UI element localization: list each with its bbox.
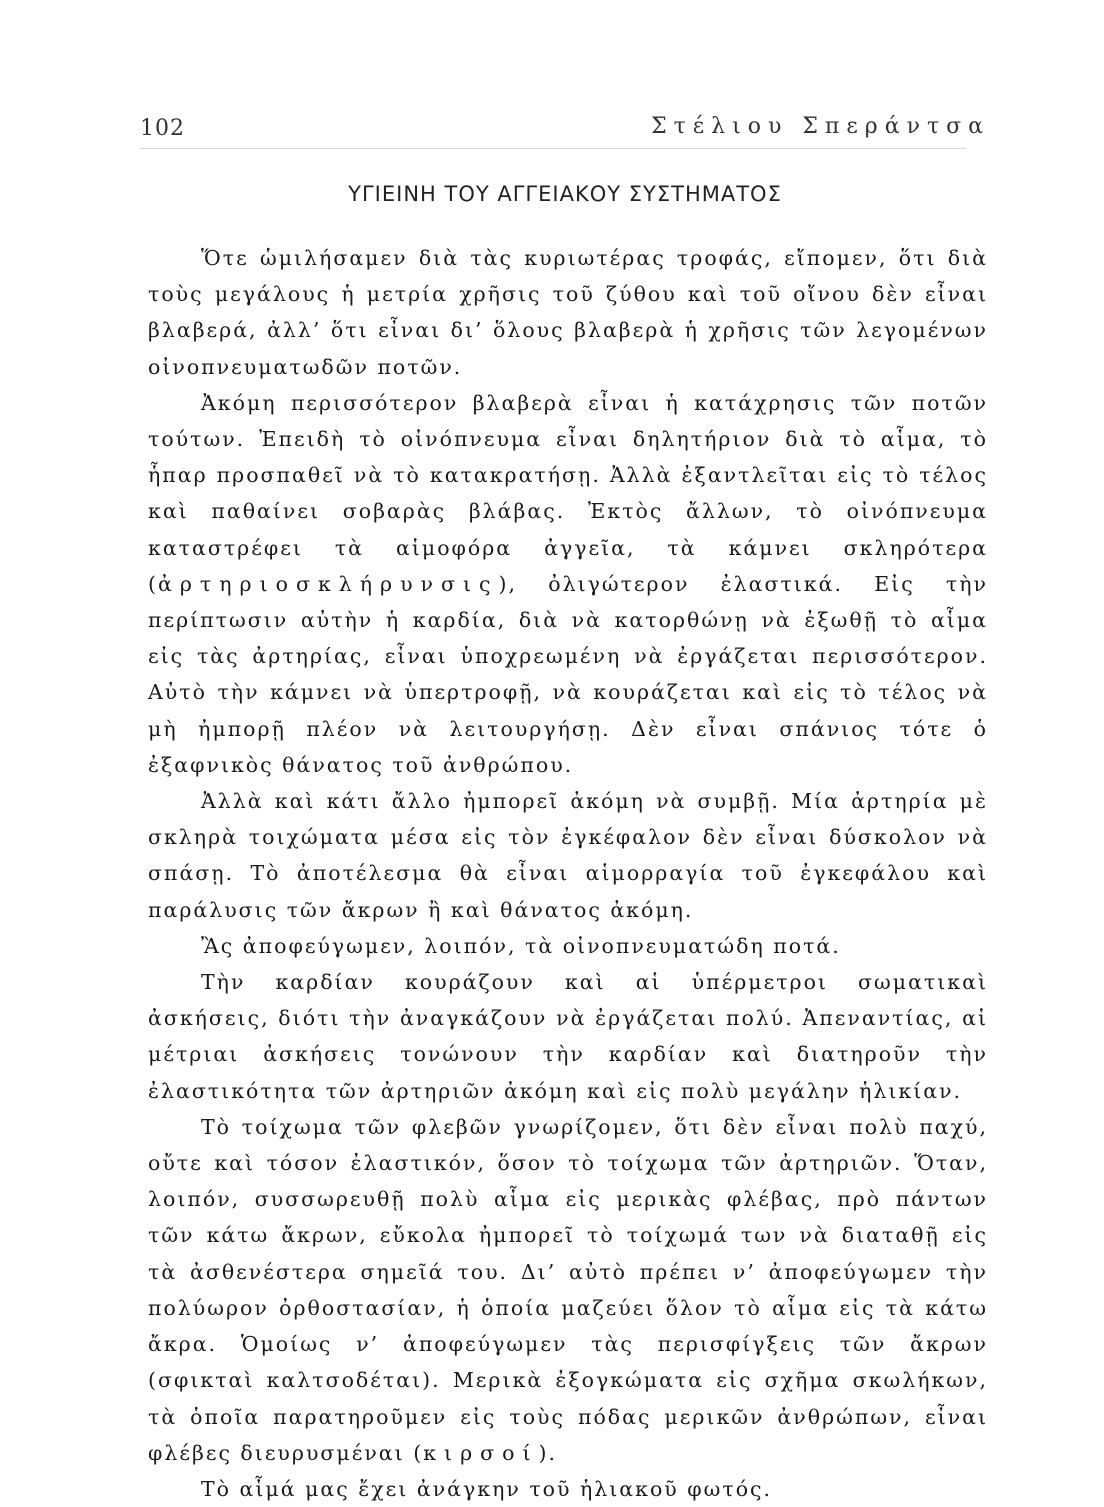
header-rule xyxy=(140,148,966,149)
paragraph-5: Τὴν καρδίαν κουράζουν καὶ αἱ ὑπέρμετροι σωματικαὶ ἀσκήσεις, διότι τὴν ἀναγκάζουν νὰ ἐργάζεται πολύ. Ἀπεναντίας, αἱ μέτριαι ἀσκήσεις τονώνουν τὴν καρδίαν καὶ διατηροῦν τὴν ἐλαστικότητα τῶν ἀρτηριῶν ἀκόμη καὶ εἰς πολὺ μεγάλην ἡλικίαν. xyxy=(148,970,988,1103)
section-title: ΥΓΙΕΙΝΗ ΤΟΥ ΑΓΓΕΙΑΚΟΥ ΣΥΣΤΗΜΑΤΟΣ xyxy=(348,182,782,206)
page-header xyxy=(140,108,990,148)
paragraph-2: Ἀκόμη περισσότερον βλαβερὰ εἶναι ἡ κατάχρησις τῶν ποτῶν τούτων. Ἐπειδὴ τὸ οἰνόπνευμα εἶναι δηλητήριον διὰ τὸ αἷμα, τὸ ἧπαρ προσπαθεῖ νὰ τὸ κατακρατήσῃ. Ἀλλὰ ἐξαντλεῖται εἰς τὸ τέλος καὶ παθαίνει σοβαρὰς βλάβας. Ἐκτὸς ἄλλων, τὸ οἰνόπνευμα καταστρέφει τὰ αἱμοφόρα ἀγγεῖα, τὰ κάμνει σκληρότερα (ἀρτηριοσκλήρυνσις), ὀλιγώτερον ἐλαστικά. Εἰς τὴν περίπτωσιν αὐτὴν ἡ καρδία, διὰ νὰ κατορθώνῃ νὰ ἐξωθῇ τὸ αἷμα εἰς τὰς ἀρτηρίας, εἶναι ὑποχρεωμένη νὰ ἐργάζεται περισσότερον. Αὐτὸ τὴν κάμνει νὰ ὑπερτροφῇ, νὰ κουράζεται καὶ εἰς τὸ τέλος νὰ μὴ ἠμπορῇ πλέον νὰ λειτουργήσῃ. Δὲν εἶναι σπάνιος τότε ὁ ἐξαφνικὸς θάνατος τοῦ ἀνθρώπου. xyxy=(148,390,988,777)
paragraph-7: Τὸ αἷμά μας ἔχει ἀνάγκην τοῦ ἡλιακοῦ φωτός. xyxy=(201,1476,773,1501)
emphasis-term: ἀρτηριοσκλήρυνσις xyxy=(158,571,499,596)
paragraph-6: Τὸ τοίχωμα τῶν φλεβῶν γνωρίζομεν, ὅτι δὲν εἶναι πολὺ παχύ, οὔτε καὶ τόσον ἐλαστικόν, ὅσον τὸ τοίχωμα τῶν ἀρτηριῶν. Ὅταν, λοιπόν, συσσωρευθῇ πολὺ αἷμα εἰς μερικὰς φλέβας, πρὸ πάντων τῶν κάτω ἄκρων, εὔκολα ἠμπορεῖ τὸ τοίχωμά των νὰ διαταθῇ εἰς τὰ ἀσθενέστερα σημεῖά του. Δι’ αὐτὸ πρέπει ν’ ἀποφεύγωμεν τὴν πολύωρον ὀρθοστασίαν, ἡ ὁποία μαζεύει ὅλον τὸ αἷμα εἰς τὰ κάτω ἄκρα. Ὁμοίως ν’ ἀποφεύγωμεν τὰς περισφίγξεις τῶν ἄκρων (σφικταὶ καλτσοδέται). Μερικὰ ἐξογκώματα εἰς σχῆμα σκωλήκων, τὰ ὁποῖα παρατηροῦμεν εἰς τοὺς πόδας μερικῶν ἀνθρώπων, εἶναι φλέβες διευρυσμέναι (κιρσοί). xyxy=(148,1114,988,1465)
page-number: 102 xyxy=(140,116,185,141)
body-text xyxy=(148,240,988,1507)
running-head: Στέλιου Σπεράντσα xyxy=(651,114,990,139)
paragraph-4: Ἂς ἀποφεύγωμεν, λοιπόν, τὰ οἰνοπνευματώδη ποτά. xyxy=(201,933,841,958)
emphasis-term: κιρσοί xyxy=(423,1440,539,1465)
paragraph-1: Ὅτε ὡμιλήσαμεν διὰ τὰς κυριωτέρας τροφάς, εἴπομεν, ὅτι διὰ τοὺς μεγάλους ἡ μετρία χρῆσις τοῦ ζύθου καὶ τοῦ οἴνου δὲν εἶναι βλαβερά, ἀλλ’ ὅτι εἶναι δι’ ὅλους βλαβερὰ ἡ χρῆσις τῶν λεγομένων οἰνοπνευματωδῶν ποτῶν. xyxy=(148,246,988,379)
paragraph-3: Ἀλλὰ καὶ κάτι ἄλλο ἠμπορεῖ ἀκόμη νὰ συμβῇ. Μία ἀρτηρία μὲ σκληρὰ τοιχώματα μέσα εἰς τὸν ἐγκέφαλον δὲν εἶναι δύσκολον νὰ σπάσῃ. Τὸ ἀποτέλεσμα θὰ εἶναι αἱμορραγία τοῦ ἐγκεφάλου καὶ παράλυσις τῶν ἄκρων ἢ καὶ θάνατος ἀκόμη. xyxy=(148,789,988,922)
